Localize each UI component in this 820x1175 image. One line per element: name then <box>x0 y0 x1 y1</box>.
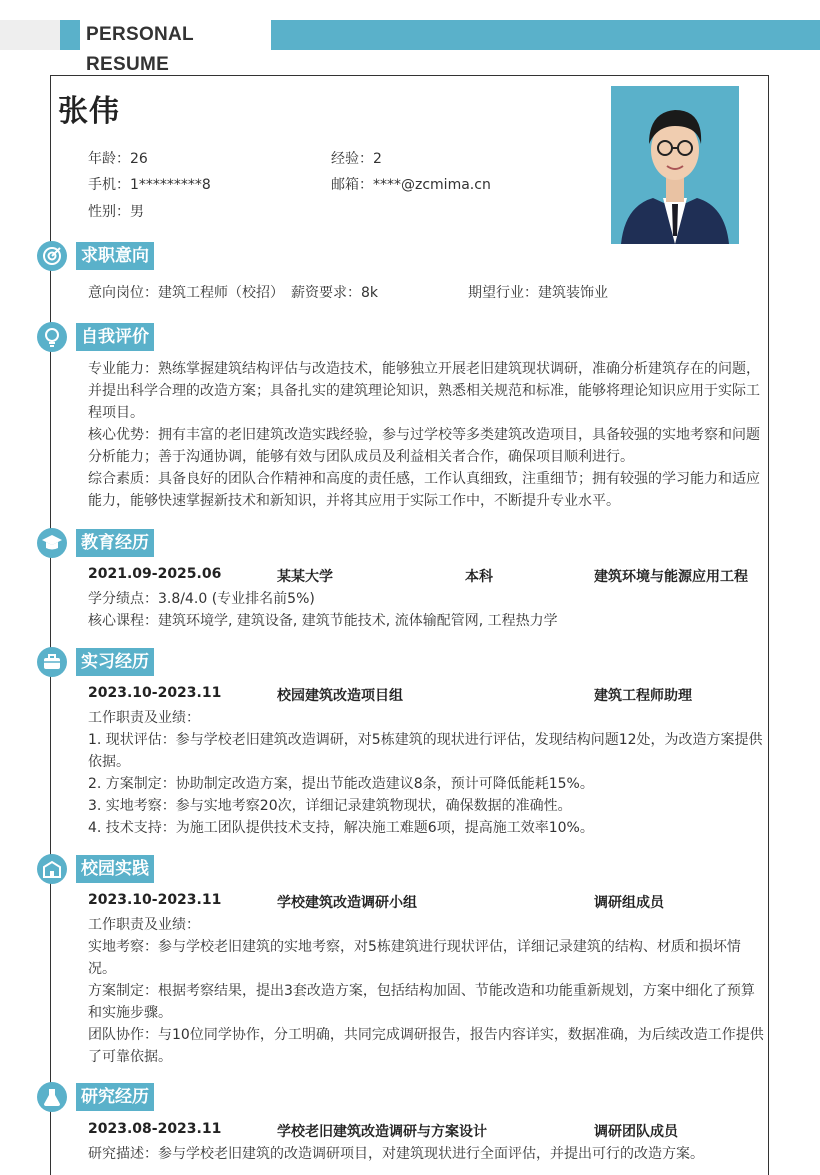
self-evaluation-line: 并提出科学合理的改造方案；具备扎实的建筑理论知识，熟悉相关规范和标准，能够将理论知识应用于实际工 <box>88 383 760 399</box>
email-label: 邮箱： <box>331 177 373 193</box>
target-icon <box>37 241 67 271</box>
campus-line: 团队协作：与10位同学协作，分工明确，共同完成调研报告，报告内容详实，数据准确，为后续改造工作提供 <box>88 1027 764 1043</box>
internship-line: 4. 技术支持：为施工团队提供技术支持，解决施工难题6项，提高施工效率10%。 <box>88 820 594 836</box>
phone-value: 1*********8 <box>130 177 211 193</box>
self-evaluation-line: 综合素质：具备良好的团队合作精神和高度的责任感，工作认真细致，注重细节；拥有较强的学习能力和适应 <box>88 471 760 487</box>
section-title-self-evaluation: 自我评价 <box>76 323 154 351</box>
education-gpa: 学分绩点：3.8/4.0 (专业排名前5%) <box>88 591 315 607</box>
intent-industry: 期望行业：建筑装饰业 <box>468 285 608 301</box>
self-evaluation-line: 核心优势：拥有丰富的老旧建筑改造实践经验，参与过学校等多类建筑改造项目，具备较强的实地考察和问题 <box>88 427 760 443</box>
section-title-campus-practice: 校园实践 <box>76 855 154 883</box>
campus-line: 工作职责及业绩： <box>88 917 200 933</box>
lightbulb-icon <box>37 322 67 352</box>
internship-line: 依据。 <box>88 754 130 770</box>
header-bar-right <box>271 20 820 50</box>
self-evaluation-line: 专业能力：熟练掌握建筑结构评估与改造技术，能够独立开展老旧建筑现状调研，准确分析建筑存在的问题， <box>88 361 760 377</box>
campus-line: 实地考察：参与学校老旧建筑的实地考察，对5栋建筑进行现状评估，详细记录建筑的结构、材质和损坏情 <box>88 939 741 955</box>
graduation-cap-icon <box>37 528 67 558</box>
header-bar-accent <box>60 20 80 50</box>
flask-icon <box>37 1082 67 1112</box>
self-evaluation-text <box>88 358 766 512</box>
campus-org: 学校建筑改造调研小组 <box>277 895 417 911</box>
internship-org: 校园建筑改造项目组 <box>277 688 403 704</box>
research-org: 学校老旧建筑改造调研与方案设计 <box>277 1124 487 1140</box>
education-courses: 核心课程：建筑环境学, 建筑设备, 建筑节能技术, 流体输配管网, 工程热力学 <box>88 613 558 629</box>
age-value: 26 <box>130 151 148 167</box>
self-evaluation-line: 程项目。 <box>88 405 144 421</box>
campus-role: 调研组成员 <box>594 895 664 911</box>
internship-date: 2023.10-2023.11 <box>88 685 222 701</box>
intent-salary: 薪资要求：8k <box>291 285 379 301</box>
campus-details <box>88 914 766 1068</box>
resume-header-title: PERSONAL RESUME <box>80 20 268 50</box>
intent-position: 意向岗位：建筑工程师（校招） <box>88 285 284 301</box>
education-major: 建筑环境与能源应用工程 <box>594 569 748 585</box>
campus-line: 和实施步骤。 <box>88 1005 172 1021</box>
section-title-research: 研究经历 <box>76 1083 154 1111</box>
internship-line: 1. 现状评估：参与学校老旧建筑改造调研，对5栋建筑的现状进行评估，发现结构问题12处，为改造方案提供 <box>88 732 763 748</box>
campus-date: 2023.10-2023.11 <box>88 892 222 908</box>
briefcase-icon <box>37 647 67 677</box>
phone-label: 手机： <box>88 177 130 193</box>
section-title-internship: 实习经历 <box>76 648 154 676</box>
email-field <box>331 174 491 194</box>
research-date: 2023.08-2023.11 <box>88 1121 222 1137</box>
campus-line: 方案制定：根据考察结果，提出3套改造方案，包括结构加固、节能改造和功能重新规划，方案中细化了预算 <box>88 983 755 999</box>
phone-field <box>88 174 211 194</box>
education-school: 某某大学 <box>277 569 333 585</box>
self-evaluation-line: 分析能力；善于沟通协调，能够有效与团队成员及利益相关者合作，确保项目顺利进行。 <box>88 449 634 465</box>
header-bar-left <box>0 20 60 50</box>
school-icon <box>37 854 67 884</box>
profile-photo <box>611 86 739 244</box>
campus-line: 况。 <box>88 961 116 977</box>
internship-line: 工作职责及业绩： <box>88 710 200 726</box>
research-description: 研究描述：参与学校老旧建筑的改造调研项目，对建筑现状进行全面评估，并提出可行的改造方案。 <box>88 1146 704 1162</box>
internship-role: 建筑工程师助理 <box>594 688 692 704</box>
self-evaluation-line: 能力，能够快速掌握新技术和新知识，并将其应用于实际工作中，不断提升专业水平。 <box>88 493 620 509</box>
section-title-job-intent: 求职意向 <box>76 242 154 270</box>
experience-value: 2 <box>373 151 382 167</box>
experience-field <box>331 148 382 168</box>
internship-details <box>88 707 766 839</box>
gender-value: 男 <box>130 204 144 220</box>
email-value: ****@zcmima.cn <box>373 177 491 193</box>
research-role: 调研团队成员 <box>594 1124 678 1140</box>
internship-line: 2. 方案制定：协助制定改造方案，提出节能改造建议8条，预计可降低能耗15%。 <box>88 776 594 792</box>
education-degree: 本科 <box>465 569 493 585</box>
internship-line: 3. 实地考察：参与实地考察20次，详细记录建筑物现状，确保数据的准确性。 <box>88 798 572 814</box>
gender-field <box>88 201 144 221</box>
age-label: 年龄： <box>88 151 130 167</box>
education-date: 2021.09-2025.06 <box>88 566 222 582</box>
section-title-education: 教育经历 <box>76 529 154 557</box>
candidate-name: 张伟 <box>58 94 120 129</box>
campus-line: 了可靠依据。 <box>88 1049 172 1065</box>
experience-label: 经验： <box>331 151 373 167</box>
age-field <box>88 148 148 168</box>
gender-label: 性别： <box>88 204 130 220</box>
